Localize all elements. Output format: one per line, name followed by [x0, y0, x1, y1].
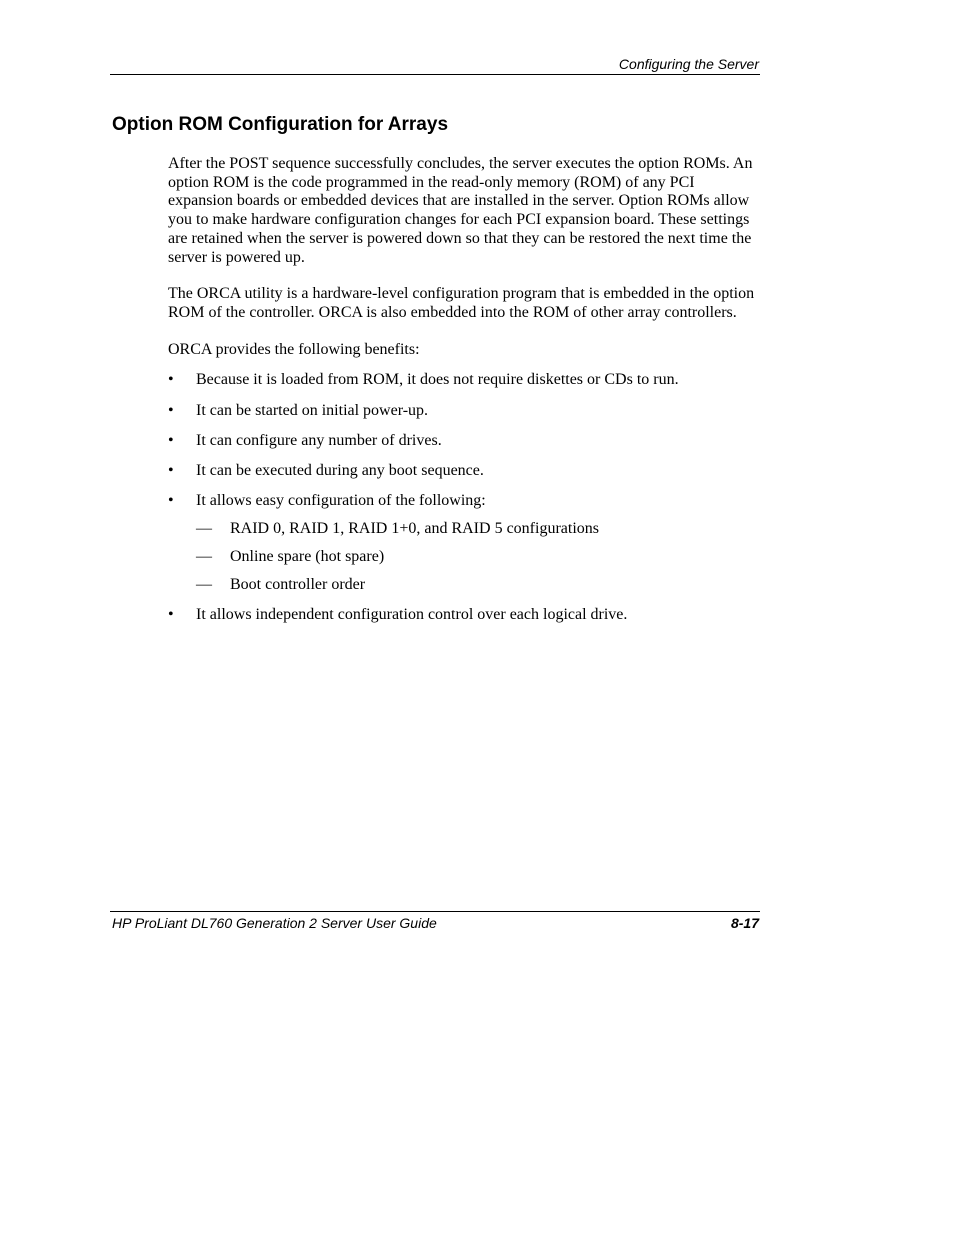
list-item: [168, 492, 763, 595]
paragraph-option-roms: After the POST sequence successfully concludes, the server executes the option ROMs. An option ROM is the code programmed in the read-only memory (ROM) of any PCI expansion boards or embedded devices that are installed in the server. Option ROMs allow you to make hardware configuration changes for each PCI expansion board. These settings are retained when the server is powered down so that they can be restored the next time the server is powered up.: [168, 155, 753, 266]
sublist-item: [168, 520, 763, 539]
bullet-icon: •: [168, 431, 174, 449]
section-title: Option ROM Configuration for Arrays: [112, 114, 449, 135]
running-header: Configuring the Server: [618, 56, 759, 72]
dash-icon: —: [196, 519, 212, 537]
paragraph-orca-utility: The ORCA utility is a hardware-level configuration program that is embedded in the option ROM of the controller. ORCA is also embedded into the ROM of other array controllers.: [168, 285, 755, 321]
bullet-icon: •: [168, 606, 174, 624]
list-item: [168, 402, 763, 421]
list-item-text: It can be started on initial power-up.: [196, 401, 429, 419]
header-rule: [110, 74, 760, 75]
footer-book-title: HP ProLiant DL760 Generation 2 Server User Guide: [112, 915, 437, 931]
list-item-text: It can configure any number of drives.: [196, 431, 442, 449]
list-item-text: It allows independent configuration control over each logical drive.: [196, 606, 628, 624]
list-item-text: It allows easy configuration of the following:: [196, 492, 486, 510]
sublist-item: [168, 576, 763, 595]
dash-icon: —: [196, 576, 212, 594]
list-item: [168, 371, 763, 390]
footer-rule: [110, 911, 760, 912]
benefits-list: [168, 371, 763, 625]
bullet-icon: •: [168, 371, 174, 389]
configuration-sublist: [196, 520, 763, 595]
footer-page-number: 8-17: [730, 915, 759, 931]
list-item: [168, 606, 763, 625]
sublist-item-text: Boot controller order: [230, 576, 366, 594]
list-item: [168, 462, 763, 481]
list-item-text: It can be executed during any boot sequence.: [196, 461, 484, 479]
bullet-icon: •: [168, 401, 174, 419]
list-item-text: Because it is loaded from ROM, it does not require diskettes or CDs to run.: [196, 371, 679, 389]
sublist-item-text: Online spare (hot spare): [230, 548, 385, 566]
bullet-icon: •: [168, 461, 174, 479]
bullet-icon: •: [168, 492, 174, 510]
list-item: [168, 432, 763, 451]
sublist-item: [168, 548, 763, 567]
body-text: [168, 155, 763, 637]
paragraph-benefits-intro: ORCA provides the following benefits:: [168, 340, 420, 358]
dash-icon: —: [196, 548, 212, 566]
sublist-item-text: RAID 0, RAID 1, RAID 1+0, and RAID 5 configurations: [230, 519, 599, 537]
